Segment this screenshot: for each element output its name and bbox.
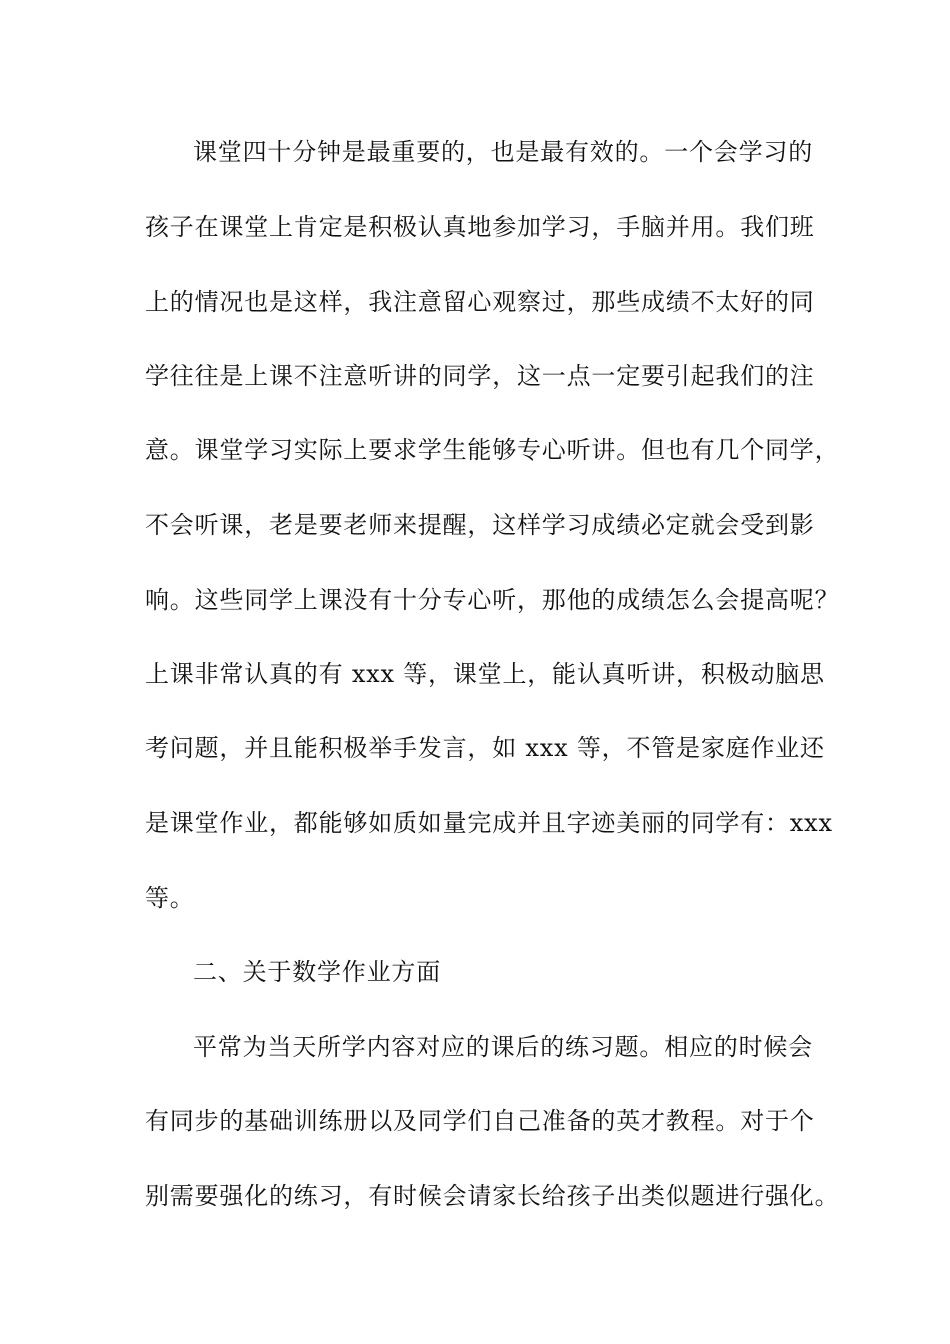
paragraph-line: 课堂四十分钟是最重要的，也是最有效的。一个会学习的 [193,138,813,166]
paragraph-line: 考问题，并且能积极举手发言，如 xxx 等，不管是家庭作业还 [145,734,825,762]
paragraph-line: 不会听课，老是要老师来提醒，这样学习成绩必定就会受到影 [145,511,815,539]
paragraph-line: 意。课堂学习实际上要求学生能够专心听讲。但也有几个同学， [145,436,840,464]
paragraph-line: 响。这些同学上课没有十分专心听，那他的成绩怎么会提高呢？ [145,586,840,614]
paragraph-line: 等。 [145,884,195,912]
paragraph-line: 是课堂作业，都能够如质如量完成并且字迹美丽的同学有：xxx [145,809,833,837]
paragraph-line: 有同步的基础训练册以及同学们自己准备的英才教程。对于个 [145,1107,815,1135]
paragraph-line: 别需要强化的练习，有时候会请家长给孩子出类似题进行强化。 [145,1182,840,1210]
paragraph-line: 上课非常认真的有 xxx 等，课堂上，能认真听讲，积极动脑思 [145,660,825,688]
section-heading: 二、关于数学作业方面 [193,958,441,986]
paragraph-line: 学往往是上课不注意听讲的同学，这一点一定要引起我们的注 [145,362,815,390]
paragraph-line: 上的情况也是这样，我注意留心观察过，那些成绩不太好的同 [145,288,815,316]
paragraph-line: 孩子在课堂上肯定是积极认真地参加学习，手脑并用。我们班 [145,213,815,241]
paragraph-line: 平常为当天所学内容对应的课后的练习题。相应的时候会 [193,1033,813,1061]
